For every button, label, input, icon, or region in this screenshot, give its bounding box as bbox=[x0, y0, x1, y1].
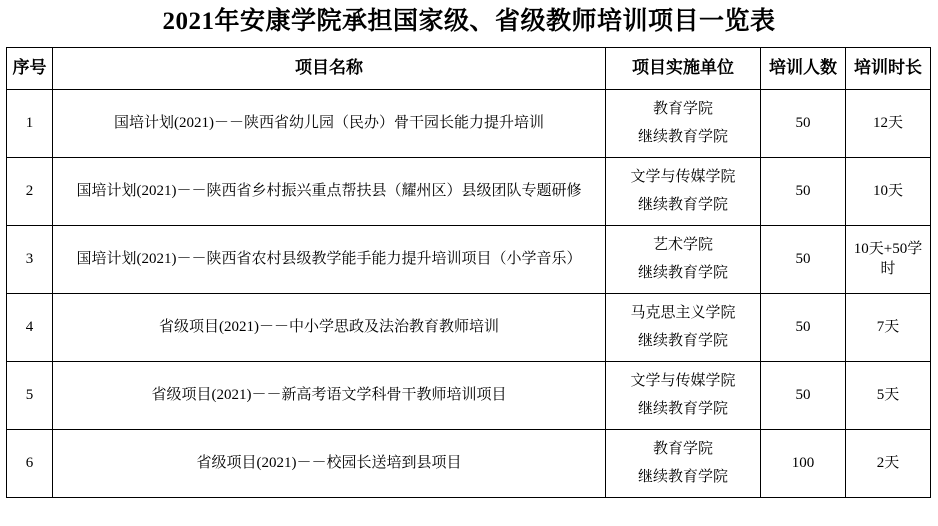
cell-seq: 5 bbox=[7, 361, 53, 429]
table-row bbox=[7, 429, 931, 497]
cell-duration: 10天+50学时 bbox=[846, 225, 931, 293]
cell-unit bbox=[606, 293, 761, 361]
cell-project-name: 国培计划(2021)－－陕西省幼儿园（民办）骨干园长能力提升培训 bbox=[53, 89, 606, 157]
table-row bbox=[7, 157, 931, 225]
column-header-project-name: 项目名称 bbox=[53, 47, 606, 89]
table-row bbox=[7, 361, 931, 429]
cell-unit bbox=[606, 361, 761, 429]
table-header bbox=[7, 47, 931, 89]
cell-project-name: 国培计划(2021)－－陕西省乡村振兴重点帮扶县（耀州区）县级团队专题研修 bbox=[53, 157, 606, 225]
cell-unit-line1: 教育学院 bbox=[652, 440, 713, 457]
training-projects-table bbox=[6, 47, 931, 498]
column-header-count: 培训人数 bbox=[761, 47, 846, 89]
cell-unit-line2: 继续教育学院 bbox=[637, 401, 728, 417]
cell-count: 100 bbox=[761, 429, 846, 497]
cell-unit-line1: 文学与传媒学院 bbox=[630, 168, 736, 185]
cell-seq: 4 bbox=[7, 293, 53, 361]
cell-project-name: 省级项目(2021)－－新高考语文学科骨干教师培训项目 bbox=[53, 361, 606, 429]
cell-unit-line2: 继续教育学院 bbox=[637, 197, 728, 213]
cell-seq: 3 bbox=[7, 225, 53, 293]
cell-count: 50 bbox=[761, 225, 846, 293]
cell-duration: 10天 bbox=[846, 157, 931, 225]
cell-unit bbox=[606, 225, 761, 293]
cell-project-name: 国培计划(2021)－－陕西省农村县级教学能手能力提升培训项目（小学音乐） bbox=[53, 225, 606, 293]
table-row bbox=[7, 293, 931, 361]
table-row bbox=[7, 225, 931, 293]
cell-unit-line1: 教育学院 bbox=[652, 100, 713, 117]
cell-seq: 6 bbox=[7, 429, 53, 497]
cell-unit bbox=[606, 89, 761, 157]
cell-project-name: 省级项目(2021)－－校园长送培到县项目 bbox=[53, 429, 606, 497]
cell-unit-line2: 继续教育学院 bbox=[637, 129, 728, 145]
table-header-row bbox=[7, 47, 931, 89]
column-header-unit: 项目实施单位 bbox=[606, 47, 761, 89]
table-body bbox=[7, 89, 931, 497]
cell-unit-line1: 马克思主义学院 bbox=[630, 304, 736, 321]
cell-project-name: 省级项目(2021)－－中小学思政及法治教育教师培训 bbox=[53, 293, 606, 361]
cell-count: 50 bbox=[761, 89, 846, 157]
column-header-duration: 培训时长 bbox=[846, 47, 931, 89]
cell-seq: 2 bbox=[7, 157, 53, 225]
cell-unit bbox=[606, 429, 761, 497]
cell-unit-line2: 继续教育学院 bbox=[637, 469, 728, 485]
cell-seq: 1 bbox=[7, 89, 53, 157]
column-header-seq: 序号 bbox=[7, 47, 53, 89]
page-title: 2021年安康学院承担国家级、省级教师培训项目一览表 bbox=[162, 8, 776, 35]
cell-unit-line2: 继续教育学院 bbox=[637, 333, 728, 349]
cell-count: 50 bbox=[761, 157, 846, 225]
cell-duration: 12天 bbox=[846, 89, 931, 157]
table-row bbox=[7, 89, 931, 157]
cell-duration: 2天 bbox=[846, 429, 931, 497]
cell-count: 50 bbox=[761, 361, 846, 429]
cell-unit bbox=[606, 157, 761, 225]
cell-duration: 5天 bbox=[846, 361, 931, 429]
cell-duration: 7天 bbox=[846, 293, 931, 361]
cell-unit-line1: 文学与传媒学院 bbox=[630, 372, 736, 389]
cell-unit-line2: 继续教育学院 bbox=[637, 265, 728, 281]
cell-unit-line1: 艺术学院 bbox=[652, 236, 713, 253]
cell-count: 50 bbox=[761, 293, 846, 361]
